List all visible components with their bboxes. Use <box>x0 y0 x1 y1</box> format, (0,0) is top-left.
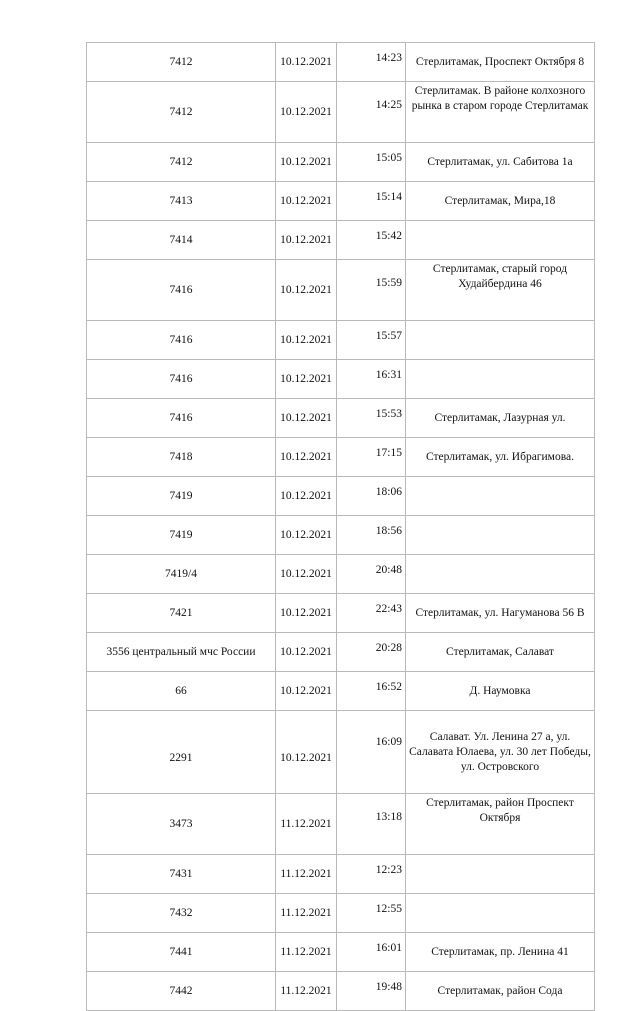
table-row <box>87 972 595 1011</box>
cell-time: 15:14 <box>337 182 406 221</box>
cell-date: 10.12.2021 <box>276 555 337 594</box>
cell-place <box>406 894 595 933</box>
cell-place <box>406 321 595 360</box>
cell-number: 7416 <box>87 399 276 438</box>
cell-date: 10.12.2021 <box>276 672 337 711</box>
cell-time: 22:43 <box>337 594 406 633</box>
cell-number: 7416 <box>87 321 276 360</box>
cell-number: 2291 <box>87 711 276 794</box>
cell-number: 7441 <box>87 933 276 972</box>
cell-date: 10.12.2021 <box>276 360 337 399</box>
cell-place: Стерлитамак, Проспект Октября 8 <box>406 43 595 82</box>
cell-number: 7432 <box>87 894 276 933</box>
cell-date: 11.12.2021 <box>276 894 337 933</box>
cell-date: 10.12.2021 <box>276 438 337 477</box>
cell-place <box>406 555 595 594</box>
cell-date: 10.12.2021 <box>276 260 337 321</box>
cell-number: 66 <box>87 672 276 711</box>
table-row <box>87 43 595 82</box>
cell-date: 11.12.2021 <box>276 794 337 855</box>
cell-number: 7416 <box>87 360 276 399</box>
table-row <box>87 855 595 894</box>
cell-place <box>406 477 595 516</box>
cell-time: 16:31 <box>337 360 406 399</box>
cell-number: 7421 <box>87 594 276 633</box>
cell-time: 12:55 <box>337 894 406 933</box>
cell-place: Стерлитамак. В районе колхозного рынка в старом городе Стерлитамак <box>406 82 595 143</box>
cell-number: 7418 <box>87 438 276 477</box>
cell-number: 7413 <box>87 182 276 221</box>
cell-number: 7442 <box>87 972 276 1011</box>
cell-date: 10.12.2021 <box>276 43 337 82</box>
cell-place: Стерлитамак, район Проспект Октября <box>406 794 595 855</box>
cell-date: 10.12.2021 <box>276 321 337 360</box>
cell-date: 10.12.2021 <box>276 82 337 143</box>
cell-number: 7412 <box>87 43 276 82</box>
cell-date: 10.12.2021 <box>276 221 337 260</box>
cell-number: 7416 <box>87 260 276 321</box>
cell-date: 10.12.2021 <box>276 477 337 516</box>
cell-place <box>406 516 595 555</box>
cell-time: 16:01 <box>337 933 406 972</box>
table-row <box>87 555 595 594</box>
cell-time: 14:25 <box>337 82 406 143</box>
cell-place: Стерлитамак, ул. Нагуманова 56 В <box>406 594 595 633</box>
cell-time: 15:42 <box>337 221 406 260</box>
cell-number: 7419/4 <box>87 555 276 594</box>
cell-place: Д. Наумовка <box>406 672 595 711</box>
cell-number: 7412 <box>87 82 276 143</box>
cell-number: 7412 <box>87 143 276 182</box>
table-row <box>87 672 595 711</box>
table-row <box>87 82 595 143</box>
table-row <box>87 143 595 182</box>
table-row <box>87 477 595 516</box>
cell-time: 18:56 <box>337 516 406 555</box>
table-row <box>87 438 595 477</box>
cell-date: 10.12.2021 <box>276 633 337 672</box>
cell-time: 20:28 <box>337 633 406 672</box>
cell-date: 11.12.2021 <box>276 855 337 894</box>
cell-date: 10.12.2021 <box>276 516 337 555</box>
cell-date: 11.12.2021 <box>276 933 337 972</box>
cell-time: 15:53 <box>337 399 406 438</box>
table-row <box>87 516 595 555</box>
cell-date: 10.12.2021 <box>276 594 337 633</box>
cell-time: 13:18 <box>337 794 406 855</box>
cell-time: 15:05 <box>337 143 406 182</box>
cell-date: 10.12.2021 <box>276 399 337 438</box>
cell-date: 11.12.2021 <box>276 972 337 1011</box>
cell-place <box>406 855 595 894</box>
cell-time: 15:57 <box>337 321 406 360</box>
cell-time: 19:48 <box>337 972 406 1011</box>
cell-time: 18:06 <box>337 477 406 516</box>
table-row <box>87 182 595 221</box>
cell-date: 10.12.2021 <box>276 143 337 182</box>
cell-number: 3473 <box>87 794 276 855</box>
records-table <box>86 42 595 1011</box>
table-row <box>87 711 595 794</box>
table-row <box>87 260 595 321</box>
cell-time: 16:52 <box>337 672 406 711</box>
cell-place: Стерлитамак, ул. Ибрагимова. <box>406 438 595 477</box>
cell-number: 7419 <box>87 516 276 555</box>
cell-time: 14:23 <box>337 43 406 82</box>
table-row <box>87 221 595 260</box>
cell-place: Салават. Ул. Ленина 27 а, ул. Салавата Юлаева, ул. 30 лет Победы, ул. Островского <box>406 711 595 794</box>
cell-number: 7414 <box>87 221 276 260</box>
table-row <box>87 360 595 399</box>
table-row <box>87 399 595 438</box>
cell-place: Стерлитамак, пр. Ленина 41 <box>406 933 595 972</box>
cell-number: 7431 <box>87 855 276 894</box>
cell-place: Стерлитамак, Лазурная ул. <box>406 399 595 438</box>
cell-time: 15:59 <box>337 260 406 321</box>
cell-place: Стерлитамак, старый город Худайбердина 46 <box>406 260 595 321</box>
cell-place: Стерлитамак, Мира,18 <box>406 182 595 221</box>
table-row <box>87 594 595 633</box>
cell-place <box>406 360 595 399</box>
cell-time: 12:23 <box>337 855 406 894</box>
cell-number: 7419 <box>87 477 276 516</box>
cell-time: 20:48 <box>337 555 406 594</box>
table-row <box>87 794 595 855</box>
table-row <box>87 894 595 933</box>
table-row <box>87 321 595 360</box>
cell-time: 17:15 <box>337 438 406 477</box>
cell-date: 10.12.2021 <box>276 182 337 221</box>
cell-date: 10.12.2021 <box>276 711 337 794</box>
cell-time: 16:09 <box>337 711 406 794</box>
cell-place: Стерлитамак, район Сода <box>406 972 595 1011</box>
table-row <box>87 933 595 972</box>
cell-place: Стерлитамак, ул. Сабитова 1а <box>406 143 595 182</box>
cell-place: Стерлитамак, Салават <box>406 633 595 672</box>
cell-number: 3556 центральный мчс России <box>87 633 276 672</box>
cell-place <box>406 221 595 260</box>
table-row <box>87 633 595 672</box>
